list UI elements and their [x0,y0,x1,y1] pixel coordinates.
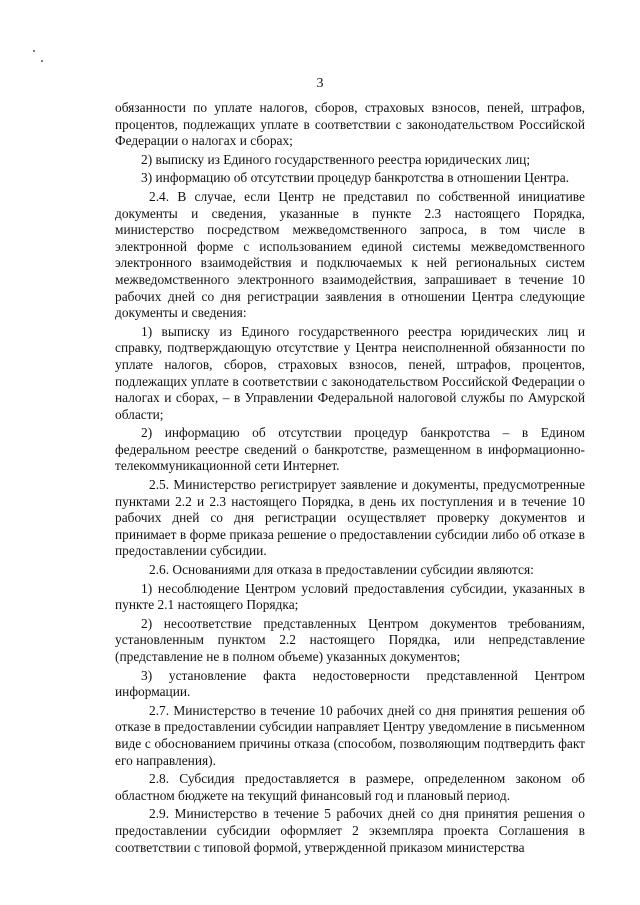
list-item: 1) выписку из Единого государственного реестра юридических лиц и справку, подтверждающую отсутствие у Центра неисполненной обязанности по уплате налогов, сборов, страховых взносов, пеней, штрафов, процентов, подлежащих уплате в соответствии с законодательством Российской Федерации о налогах и сборах, – в Управлении Федеральной налоговой службы по Амурской области; [115,323,585,422]
scan-speck [33,50,35,52]
scan-speck [41,60,43,62]
clause-2-7: 2.7. Министерство в течение 10 рабочих дней со дня принятия решения об отказе в предоставлении субсидии направляет Центру уведомление в письменном виде с обоснованием причины отказа (способом, позволяющим подтвердить факт его направления). [115,702,585,768]
list-item: 2) несоответствие представленных Центром документов требованиям, установленным пунктом 2.2 настоящего Порядка, или непредставление (представление не в полном объеме) указанных документов; [115,615,585,664]
clause-2-8: 2.8. Субсидия предоставляется в размере, определенном законом об областном бюджете на текущий финансовый год и плановый период. [115,771,585,803]
clause-2-9: 2.9. Министерство в течение 5 рабочих дней со дня принятия решения о предоставлении субсидии оформляет 2 экземпляра проекта Соглашения в соответствии с типовой формой, утвержденной приказом министерства [115,806,585,855]
list-item: 3) информацию об отсутствии процедур банкротства в отношении Центра. [141,170,570,186]
list-item: 2) выписку из Единого государственного реестра юридических лиц; [141,151,531,167]
clause-2-6: 2.6. Основаниями для отказа в предоставлении субсидии являются: [149,562,534,578]
page-number: 3 [316,76,324,91]
paragraph-continuation: обязанности по уплате налогов, сборов, страховых взносов, пеней, штрафов, процентов, подлежащих уплате в соответствии с законодательством Российской Федерации о налогах и сборах; [115,100,585,149]
clause-2-4: 2.4. В случае, если Центр не представил по собственной инициативе документы и сведения, указанные в пункте 2.3 настоящего Порядка, министерство посредством межведомственного запроса, в том числе в электронной форме с использованием единой системы межведомственного электронного взаимодействия и подключаемых к ней региональных систем межведомственного электронного взаимодействия, запрашивает в течение 10 рабочих дней со дня регистрации заявления в отношении Центра следующие документы и сведения: [115,188,585,321]
clause-2-5: 2.5. Министерство регистрирует заявление и документы, предусмотренные пунктами 2.2 и 2.3 настоящего Порядка, в день их поступления и в течение 10 рабочих дней со дня регистрации осуществляет проверку документов и принимает в форме приказа решение о предоставлении субсидии либо об отказе в предоставлении субсидии. [115,477,585,559]
document-body [115,100,585,858]
list-item: 3) установление факта недостоверности представленной Центром информации. [115,667,585,700]
list-item: 2) информацию об отсутствии процедур банкротства – в Едином федеральном реестре сведений о банкротстве, размещенном в информационно-телекоммуникационной сети Интернет. [115,425,585,474]
list-item: 1) несоблюдение Центром условий предоставления субсидии, указанных в пункте 2.1 настоящего Порядка; [115,580,585,613]
